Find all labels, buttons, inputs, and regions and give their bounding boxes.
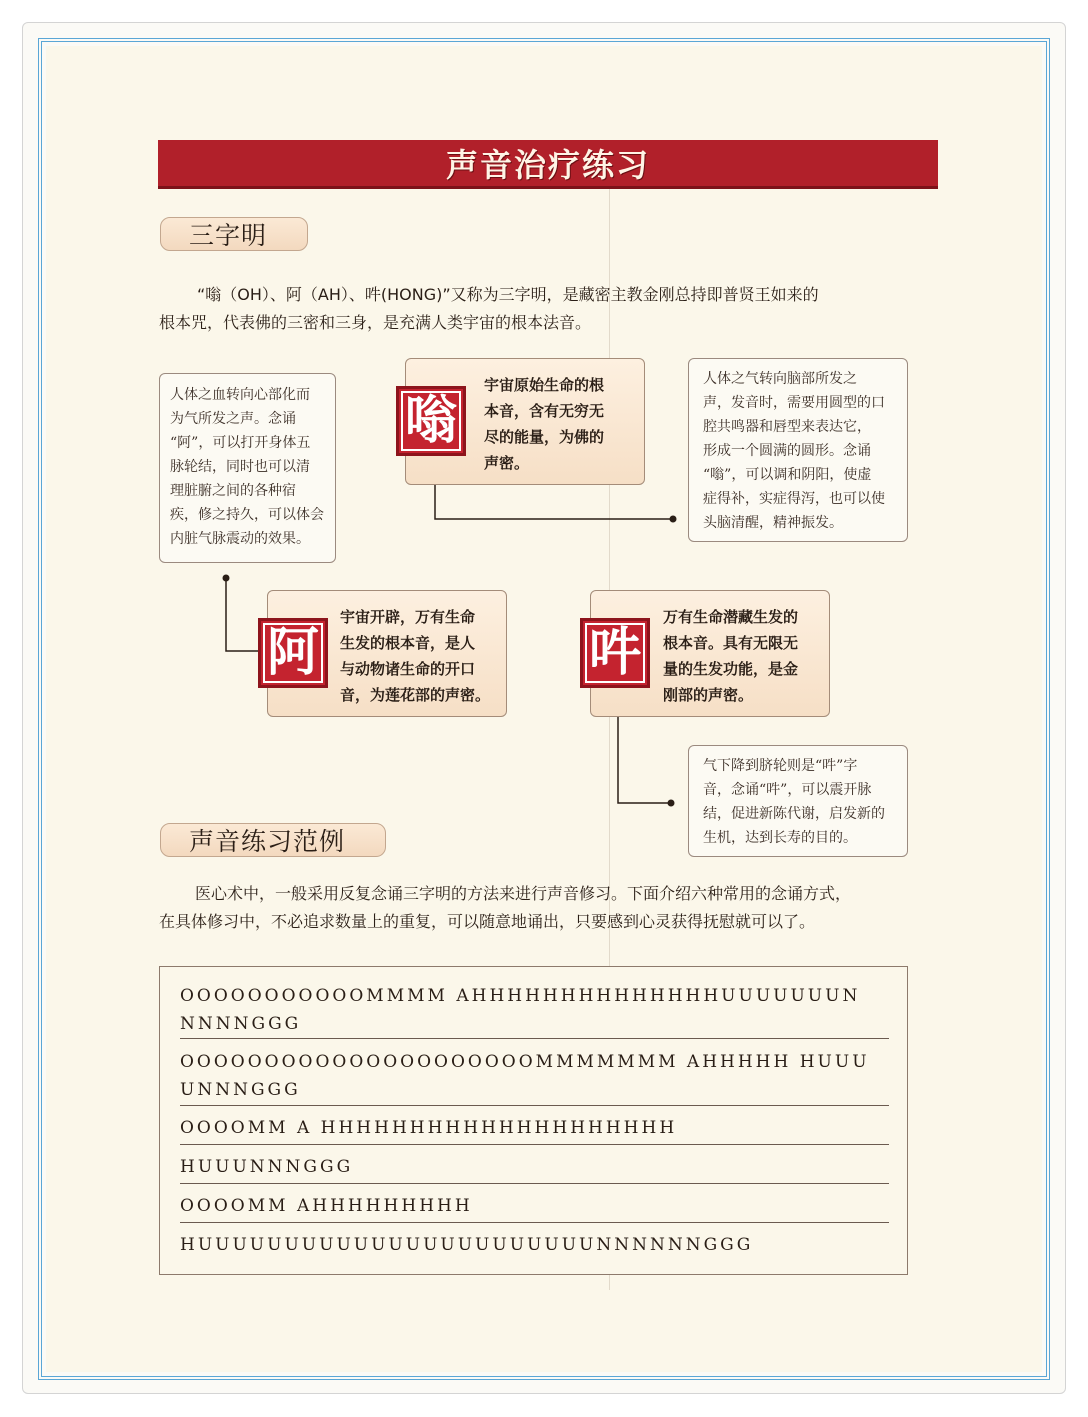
note-right-om-effect [688,358,908,542]
note-line: 腔共鸣器和唇型来表达它， [703,419,871,435]
chant-text: OOOOOOOOOOOMMMM AHHHHHHHHHHHHHHUUUUUUUN [180,986,861,1006]
chant-example-3 [180,1106,889,1145]
note-line: 形成一个圆满的圆形。念诵 [703,443,871,459]
ah-line: 音，为莲花部的声密。 [340,686,491,704]
chant-example-1 [180,967,889,1039]
connector-dot [223,575,230,582]
connector-om-to-right-note [435,485,672,519]
note-line: 音，念诵“吽”，可以震开脉 [703,782,872,798]
chant-example-2 [180,1039,889,1106]
chant-text: OOOOMM A HHHHHHHHHHHHHHHHHHHH [180,1118,678,1138]
note-line: 理脏腑之间的各种宿 [170,483,296,499]
intro-line: “嗡（OH）、阿（AH）、吽(HONG)”又称为三字明，是藏密主教金刚总持即普贤王如来的 [197,285,819,304]
note-line: 生机，达到长寿的目的。 [703,830,857,846]
note-line: 人体之气转向脑部所发之 [703,371,857,387]
chant-example-6 [180,1223,889,1262]
note-line: “嗡”，可以调和阴阳，使虚 [703,467,872,483]
chant-text: HUUUUUUUUUUUUUUUUUUUUUUUNNNNNNGGG [180,1235,754,1255]
connector-dot [670,516,677,523]
hong-line: 刚部的声密。 [663,686,754,704]
note-bottom-hong-effect [688,745,908,857]
note-left-ah-effect [159,373,336,563]
practice-intro-line: 医心术中，一般采用反复念诵三字明的方法来进行声音修习。下面介绍六种常用的念诵方式， [195,884,852,903]
intro-line: 根本咒，代表佛的三密和三身，是充满人类宇宙的根本法音。 [159,313,592,332]
ah-line: 宇宙开辟，万有生命 [340,608,476,626]
note-line: 为气所发之声。念诵 [170,411,296,427]
note-line: “阿”，可以打开身体五 [170,435,311,451]
note-line: 气下降到脐轮则是“吽”字 [703,758,858,774]
om-character-block: 嗡 [396,386,466,456]
note-line: 疾，修之持久，可以体会 [170,507,324,523]
connector-dot [668,800,675,807]
practice-intro-line: 在具体修习中，不必追求数量上的重复，可以随意地诵出，只要感到心灵获得抚慰就可以了。 [159,912,816,931]
note-line: 声，发音时，需要用圆型的口 [703,395,885,411]
ah-line: 生发的根本音，是人 [340,634,476,652]
note-line: 脉轮结，同时也可以清 [170,459,310,475]
ah-line: 与动物诸生命的开口 [340,660,476,678]
chant-text: NNNNGGG [180,1014,302,1034]
chant-text: OOOOOOOOOOOOOOOOOOOOOMMMMMMM AHHHHH HUUU [180,1052,870,1072]
note-line: 结，促进新陈代谢，启发新的 [703,806,885,822]
section-heading-three-syllables: 三字明 [160,217,308,251]
hong-line: 万有生命潜藏生发的 [663,608,799,626]
page-title: 声音治疗练习 [445,146,650,184]
note-line: 症得补，实症得泻，也可以使 [703,491,885,507]
practice-intro-paragraph [159,880,914,936]
om-line: 本音，含有无穷无 [484,402,605,420]
hong-line: 根本音。具有无限无 [663,634,799,652]
note-line: 内脏气脉震动的效果。 [170,531,310,547]
note-line: 人体之血转向心部化而 [170,387,310,403]
chant-example-4 [180,1145,889,1184]
om-line: 尽的能量，为佛的 [484,428,605,446]
hong-line: 量的生发功能，是金 [663,660,799,678]
hong-character-block: 吽 [580,618,650,688]
ah-character-block: 阿 [258,618,328,688]
chant-text: UNNNGGG [180,1080,301,1100]
section-heading-practice-examples: 声音练习范例 [160,823,386,857]
chant-text: HUUUNNNGGG [180,1157,354,1177]
om-line: 声密。 [484,454,530,472]
om-line: 宇宙原始生命的根 [484,376,605,394]
chant-examples-box [159,966,908,1275]
chant-text: OOOOMM AHHHHHHHHH [180,1196,473,1216]
chant-example-5 [180,1184,889,1223]
note-line: 头脑清醒，精神振发。 [703,515,843,531]
